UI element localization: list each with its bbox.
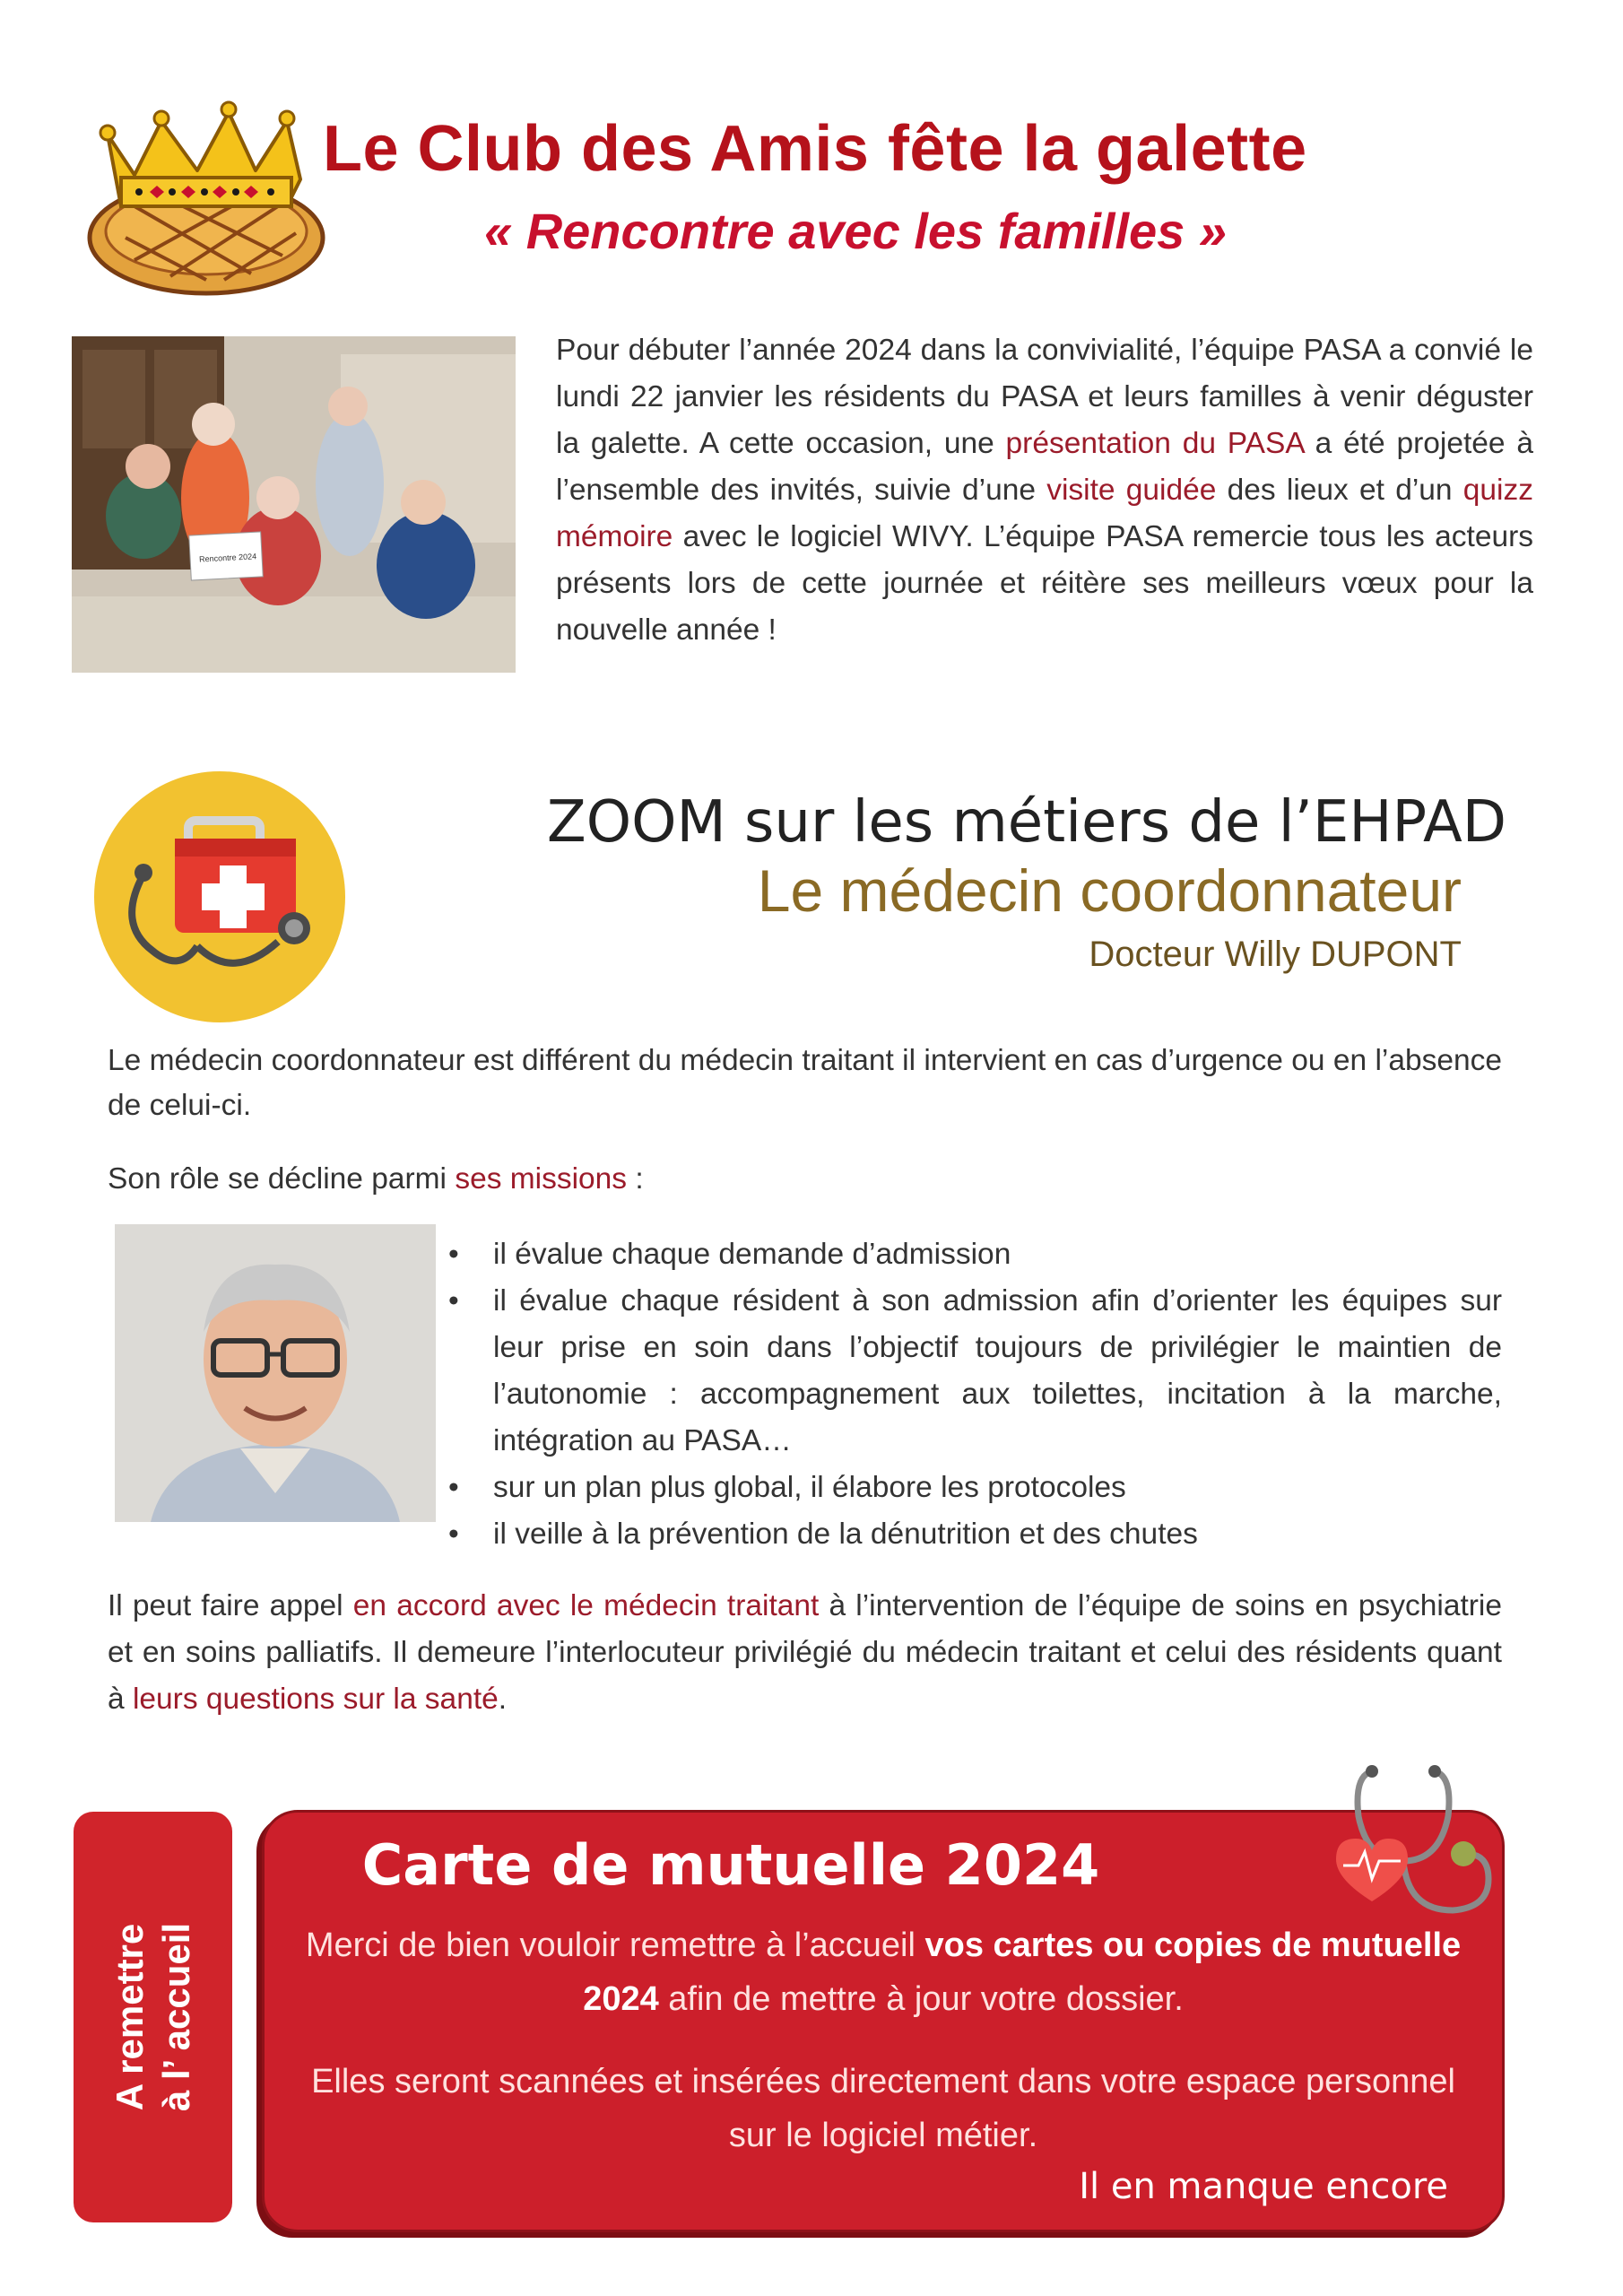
mission-item: • il veille à la prévention de la dénutrition et des chutes [448, 1518, 1198, 1551]
doctor-name: Docteur Willy DUPONT [1089, 935, 1462, 974]
doctor-intro-paragraph: Le médecin coordonnateur est différent du médecin traitant il intervient en cas d’urgence ou en l’absence de celui-ci. [108, 1044, 1502, 1122]
missions-intro: Son rôle se décline parmi ses missions : [108, 1162, 644, 1196]
card-scan-info: Elles seront scannées et insérées directement dans votre espace personnel sur le logiciel métier. [311, 2063, 1455, 2154]
reminder-tab [74, 1812, 232, 2222]
doctor-portrait [115, 1224, 436, 1522]
galette-title: Le Club des Amis fête la galette [323, 113, 1307, 185]
mission-item: • il évalue chaque demande d’admission [448, 1238, 1011, 1271]
galette-subtitle: « Rencontre avec les familles » [484, 203, 1227, 259]
card-instruction: Merci de bien vouloir remettre à l’accueil vos cartes ou copies de mutuelle 2024 afin de mettre à jour votre dossier. [305, 1926, 1462, 2018]
doctor-outro-paragraph: Il peut faire appel en accord avec le médecin traitant à l’intervention de l’équipe de soins en psychiatrie et en soins palliatifs. Il demeure l’interlocuteur privilégié du médecin traitant et celui des résidents quant à leurs questions sur la santé. [108, 1589, 1502, 1716]
mission-item: • il évalue chaque résident à son admission afin d’orienter les équipes sur leur prise en soin dans l’objectif toujours de privilégier le maintien de l’autonomie : accompagnement aux toilettes, incitation à la marche, intégration au PASA… [448, 1284, 1502, 1457]
reminder-tab-label: A remettre à l’ accueil [108, 1922, 197, 2112]
galette-paragraph: Pour débuter l’année 2024 dans la convivialité, l’équipe PASA a convié le lundi 22 janvier les résidents du PASA et leurs familles à venir déguster la galette. A cette occasion, une présentation du PASA a été projetée à l’ensemble des invités, suivie d’une visite guidée des lieux et d’un quizz mémoire avec le logiciel WIVY. L’équipe PASA remercie tous les acteurs présents lors de cette journée et réitère ses meilleurs vœux pour la nouvelle année ! [556, 334, 1533, 647]
medical-kit-icon [90, 767, 350, 1027]
card-title: Carte de mutuelle 2024 [361, 1832, 1100, 1898]
mission-item: • sur un plan plus global, il élabore les protocoles [448, 1471, 1126, 1504]
missions-list [448, 1231, 1502, 1558]
zoom-title: ZOOM sur les métiers de l’EHPAD [546, 789, 1506, 856]
stethoscope-heart-icon [1318, 1753, 1506, 1933]
pasa-group-photo [72, 336, 516, 673]
photo-sign-text: Rencontre 2024 [198, 552, 257, 564]
card-footer: Il en manque encore [1079, 2166, 1448, 2207]
zoom-subtitle: Le médecin coordonnateur [757, 857, 1462, 924]
crown-galette-icon [72, 72, 332, 305]
